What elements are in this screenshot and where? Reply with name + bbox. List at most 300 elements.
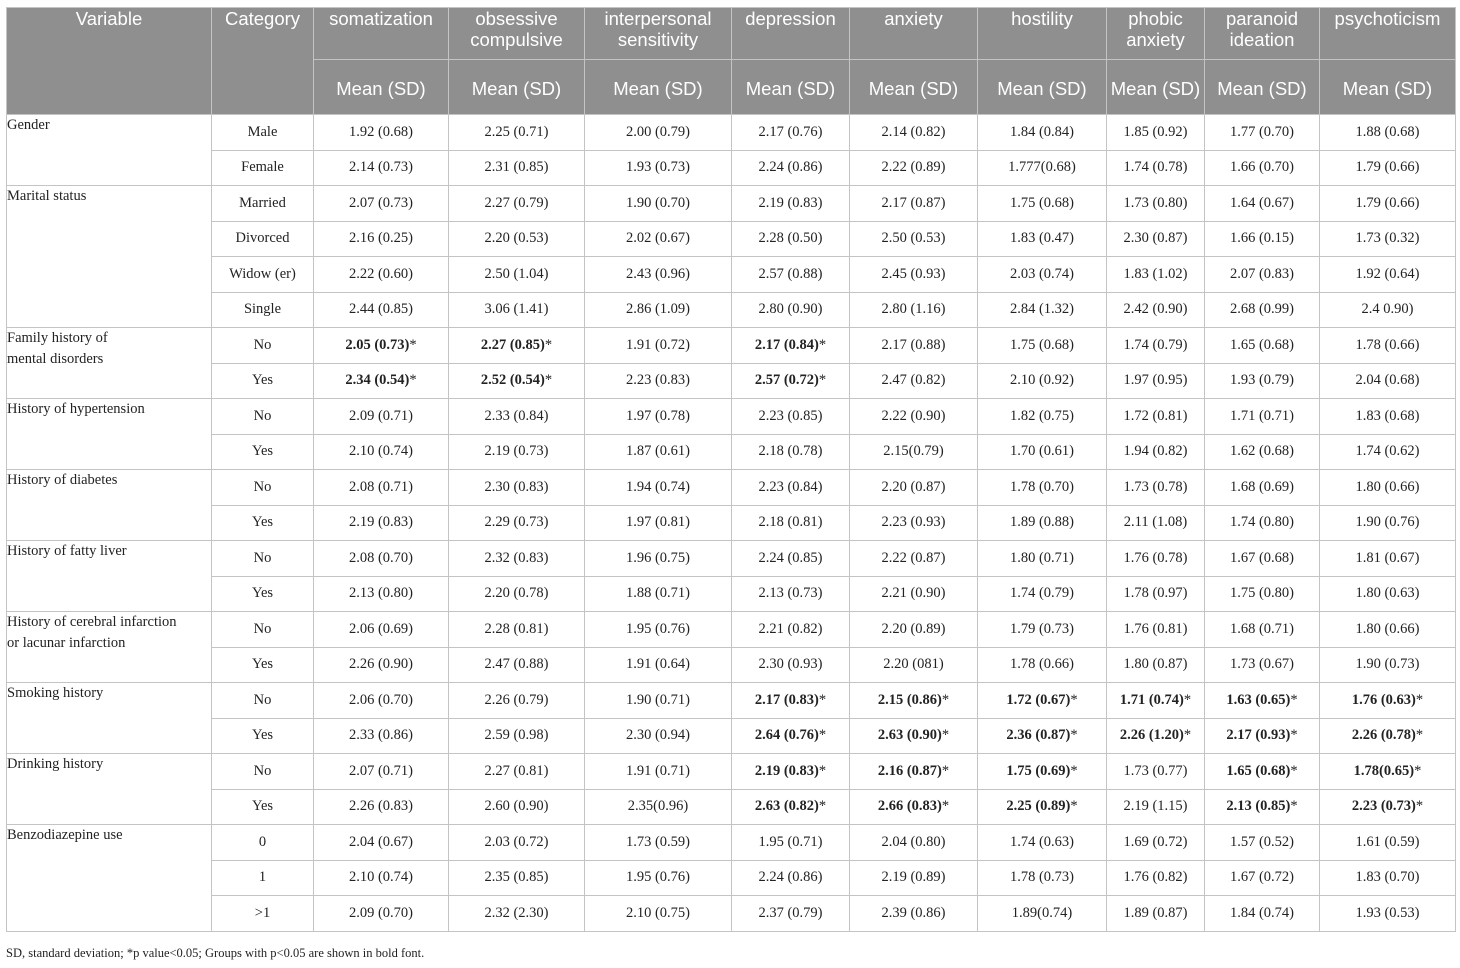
value-cell: 2.33 (0.84) [449,399,585,435]
value-cell: 1.73 (0.59) [585,825,732,861]
category-cell: No [212,399,314,435]
significant-value: 2.19 (0.83) [754,762,819,779]
value-cell: 1.88 (0.71) [585,576,732,612]
value-cell: 1.90 (0.71) [585,683,732,719]
value-cell: 2.06 (0.70) [314,683,449,719]
stat-subheader: Mean (SD) [585,60,732,115]
value-cell [1320,718,1456,754]
results-table [6,7,1456,932]
value-cell: 1.78 (0.73) [978,860,1107,896]
value-cell [978,789,1107,825]
category-cell: Yes [212,434,314,470]
value-cell [850,754,978,790]
value-cell: 2.19 (0.83) [314,505,449,541]
value-cell [732,328,850,364]
value-cell [1205,789,1320,825]
significance-marker: * [818,372,827,389]
value-cell: 2.50 (0.53) [850,221,978,257]
value-cell: 1.95 (0.76) [585,612,732,648]
significance-marker: * [941,762,950,779]
value-cell: 2.24 (0.86) [732,150,850,186]
value-cell: 1.73 (0.80) [1107,186,1205,222]
value-cell [978,754,1107,790]
value-cell: 1.80 (0.87) [1107,647,1205,683]
significant-value: 2.16 (0.87) [877,762,942,779]
value-cell: 1.74 (0.78) [1107,150,1205,186]
value-cell: 2.26 (0.79) [449,683,585,719]
value-cell: 2.06 (0.69) [314,612,449,648]
value-cell: 1.97 (0.78) [585,399,732,435]
value-cell: 1.82 (0.75) [978,399,1107,435]
value-cell: 1.78 (0.66) [1320,328,1456,364]
value-cell: 2.22 (0.87) [850,541,978,577]
value-cell: 2.44 (0.85) [314,292,449,328]
significance-marker: * [409,336,417,353]
value-cell: 2.20 (0.78) [449,576,585,612]
value-cell: 2.31 (0.85) [449,150,585,186]
table-row [7,115,1456,151]
significance-marker: * [1070,727,1078,744]
category-cell: Male [212,115,314,151]
value-cell: 2.26 (0.90) [314,647,449,683]
value-cell: 2.10 (0.92) [978,363,1107,399]
value-cell: 1.76 (0.81) [1107,612,1205,648]
value-cell [732,683,850,719]
value-cell: 1.77 (0.70) [1205,115,1320,151]
category-cell: Female [212,150,314,186]
value-cell: 1.89(0.74) [978,896,1107,932]
value-cell: 2.60 (0.90) [449,789,585,825]
value-cell: 1.73 (0.67) [1205,647,1320,683]
value-cell: 1.88 (0.68) [1320,115,1456,151]
value-cell: 1.69 (0.72) [1107,825,1205,861]
value-cell: 2.19 (0.89) [850,860,978,896]
table-row [7,612,1456,648]
column-header: psychoticism [1320,8,1456,60]
value-cell: 1.777(0.68) [978,150,1107,186]
value-cell: 2.17 (0.88) [850,328,978,364]
value-cell: 1.66 (0.15) [1205,221,1320,257]
stat-subheader: Mean (SD) [850,60,978,115]
value-cell: 2.10 (0.74) [314,860,449,896]
value-cell: 1.75 (0.68) [978,328,1107,364]
value-cell: 2.03 (0.72) [449,825,585,861]
value-cell: 2.27 (0.79) [449,186,585,222]
value-cell: 1.83 (0.70) [1320,860,1456,896]
significant-value: 2.15 (0.86) [877,691,942,708]
significant-value: 2.26 (0.78) [1351,727,1416,744]
category-cell: Yes [212,789,314,825]
category-cell: Yes [212,505,314,541]
table-row [7,576,1456,612]
value-cell: 2.22 (0.90) [850,399,978,435]
table-row [7,789,1456,825]
significant-value: 2.17 (0.84) [754,336,819,353]
table-row [7,292,1456,328]
value-cell: 2.59 (0.98) [449,718,585,754]
significant-value: 1.76 (0.63) [1351,691,1416,708]
value-cell: 1.65 (0.68) [1205,328,1320,364]
value-cell: 1.70 (0.61) [978,434,1107,470]
stat-subheader: Mean (SD) [732,60,850,115]
value-cell: 1.83 (1.02) [1107,257,1205,293]
significance-marker: * [1414,762,1422,779]
value-cell: 1.80 (0.66) [1320,470,1456,506]
value-cell [732,718,850,754]
significant-value: 2.05 (0.73) [345,336,410,353]
value-cell: 1.92 (0.64) [1320,257,1456,293]
significance-marker: * [818,798,827,815]
value-cell: 1.80 (0.66) [1320,612,1456,648]
value-cell [732,363,850,399]
value-cell [1107,683,1205,719]
significant-value: 2.34 (0.54) [345,372,410,389]
value-cell: 2.22 (0.60) [314,257,449,293]
value-cell: 1.96 (0.75) [585,541,732,577]
value-cell: 1.78 (0.66) [978,647,1107,683]
value-cell: 2.11 (1.08) [1107,505,1205,541]
variable-cell: History of hypertension [7,399,212,470]
table-header [7,8,1456,115]
column-header: Variable [7,8,212,115]
value-cell: 1.97 (0.95) [1107,363,1205,399]
value-cell: 1.89 (0.87) [1107,896,1205,932]
value-cell: 1.68 (0.69) [1205,470,1320,506]
value-cell: 2.84 (1.32) [978,292,1107,328]
value-cell: 2.21 (0.90) [850,576,978,612]
table-row [7,718,1456,754]
value-cell: 1.66 (0.70) [1205,150,1320,186]
value-cell: 1.75 (0.68) [978,186,1107,222]
variable-cell: Benzodiazepine use [7,825,212,932]
value-cell: 1.95 (0.76) [585,860,732,896]
value-cell: 1.74 (0.79) [978,576,1107,612]
category-cell: No [212,612,314,648]
table-row [7,328,1456,364]
value-cell [1205,754,1320,790]
value-cell: 2.30 (0.93) [732,647,850,683]
value-cell: 2.07 (0.71) [314,754,449,790]
significance-marker: * [544,372,553,389]
significance-marker: * [409,372,417,389]
value-cell: 2.23 (0.83) [585,363,732,399]
value-cell: 2.19 (0.83) [732,186,850,222]
value-cell: 2.32 (2.30) [449,896,585,932]
value-cell: 2.25 (0.71) [449,115,585,151]
value-cell: 2.07 (0.73) [314,186,449,222]
category-cell: No [212,754,314,790]
table-row [7,754,1456,790]
column-header: interpersonal sensitivity [585,8,732,60]
value-cell: 1.67 (0.68) [1205,541,1320,577]
category-cell: 1 [212,860,314,896]
significant-value: 2.13 (0.85) [1226,798,1291,815]
value-cell: 2.20 (0.89) [850,612,978,648]
value-cell [1107,718,1205,754]
significance-marker: * [1290,691,1298,708]
value-cell: 1.94 (0.74) [585,470,732,506]
value-cell: 2.28 (0.81) [449,612,585,648]
significant-value: 1.72 (0.67) [1006,691,1071,708]
value-cell [1320,683,1456,719]
value-cell: 2.4 0.90) [1320,292,1456,328]
significant-value: 2.57 (0.72) [754,372,819,389]
value-cell: 2.35(0.96) [585,789,732,825]
significant-value: 1.75 (0.69) [1006,762,1071,779]
value-cell: 2.86 (1.09) [585,292,732,328]
value-cell: 2.30 (0.83) [449,470,585,506]
value-cell: 1.62 (0.68) [1205,434,1320,470]
value-cell: 2.17 (0.87) [850,186,978,222]
stat-subheader: Mean (SD) [449,60,585,115]
value-cell: 2.33 (0.86) [314,718,449,754]
value-cell: 2.20 (081) [850,647,978,683]
value-cell: 1.71 (0.71) [1205,399,1320,435]
stat-subheader: Mean (SD) [1320,60,1456,115]
value-cell: 1.78 (0.70) [978,470,1107,506]
significance-marker: * [941,691,950,708]
value-cell: 2.10 (0.74) [314,434,449,470]
value-cell: 2.23 (0.93) [850,505,978,541]
value-cell [978,718,1107,754]
header-row-variables [7,8,1456,60]
significance-marker: * [818,691,827,708]
value-cell: 1.80 (0.71) [978,541,1107,577]
significance-marker: * [818,727,827,744]
variable-cell: History of diabetes [7,470,212,541]
value-cell: 2.16 (0.25) [314,221,449,257]
value-cell [449,328,585,364]
value-cell: 2.15(0.79) [850,434,978,470]
value-cell: 2.37 (0.79) [732,896,850,932]
value-cell: 2.29 (0.73) [449,505,585,541]
value-cell: 1.74 (0.79) [1107,328,1205,364]
significant-value: 2.66 (0.83) [877,798,942,815]
value-cell: 2.08 (0.70) [314,541,449,577]
value-cell [1205,683,1320,719]
value-cell: 1.90 (0.76) [1320,505,1456,541]
value-cell: 1.94 (0.82) [1107,434,1205,470]
category-cell: Yes [212,363,314,399]
value-cell: 2.14 (0.73) [314,150,449,186]
significant-value: 1.71 (0.74) [1119,691,1184,708]
value-cell: 2.09 (0.70) [314,896,449,932]
value-cell: 2.42 (0.90) [1107,292,1205,328]
value-cell: 2.17 (0.76) [732,115,850,151]
value-cell: 2.19 (0.73) [449,434,585,470]
value-cell: 2.18 (0.81) [732,505,850,541]
value-cell: 2.39 (0.86) [850,896,978,932]
value-cell: 2.10 (0.75) [585,896,732,932]
value-cell: 1.85 (0.92) [1107,115,1205,151]
value-cell: 1.95 (0.71) [732,825,850,861]
value-cell: 1.73 (0.77) [1107,754,1205,790]
value-cell: 1.81 (0.67) [1320,541,1456,577]
variable-cell: Smoking history [7,683,212,754]
significant-value: 2.63 (0.82) [754,798,819,815]
value-cell: 1.90 (0.73) [1320,647,1456,683]
value-cell: 2.28 (0.50) [732,221,850,257]
value-cell [978,683,1107,719]
stat-subheader: Mean (SD) [314,60,449,115]
value-cell: 1.78 (0.97) [1107,576,1205,612]
significant-value: 2.26 (1.20) [1119,727,1184,744]
category-cell: 0 [212,825,314,861]
variable-cell: History of cerebral infarction or lacunar infarction [7,612,212,683]
category-cell: Single [212,292,314,328]
significance-marker: * [1070,691,1078,708]
value-cell [850,683,978,719]
value-cell: 2.24 (0.86) [732,860,850,896]
variable-cell: History of fatty liver [7,541,212,612]
value-cell: 1.91 (0.71) [585,754,732,790]
variable-cell: Family history of mental disorders [7,328,212,399]
value-cell [732,754,850,790]
value-cell: 2.26 (0.83) [314,789,449,825]
category-cell: No [212,683,314,719]
value-cell: 1.84 (0.84) [978,115,1107,151]
value-cell: 1.92 (0.68) [314,115,449,151]
value-cell: 1.93 (0.73) [585,150,732,186]
table-row [7,860,1456,896]
significance-marker: * [1290,798,1298,815]
value-cell: 2.68 (0.99) [1205,292,1320,328]
significance-marker: * [1415,727,1424,744]
column-header: Category [212,8,314,115]
value-cell: 2.45 (0.93) [850,257,978,293]
value-cell: 1.91 (0.64) [585,647,732,683]
value-cell: 2.21 (0.82) [732,612,850,648]
value-cell: 2.80 (0.90) [732,292,850,328]
variable-cell: Drinking history [7,754,212,825]
value-cell: 1.93 (0.53) [1320,896,1456,932]
value-cell: 1.72 (0.81) [1107,399,1205,435]
category-cell: Yes [212,718,314,754]
value-cell: 1.64 (0.67) [1205,186,1320,222]
value-cell: 2.24 (0.85) [732,541,850,577]
value-cell [449,363,585,399]
value-cell [850,789,978,825]
value-cell: 2.27 (0.81) [449,754,585,790]
value-cell: 2.00 (0.79) [585,115,732,151]
significant-value: 2.25 (0.89) [1006,798,1071,815]
value-cell: 1.67 (0.72) [1205,860,1320,896]
value-cell: 2.57 (0.88) [732,257,850,293]
value-cell [1320,754,1456,790]
value-cell: 1.75 (0.80) [1205,576,1320,612]
value-cell: 2.04 (0.68) [1320,363,1456,399]
value-cell: 2.03 (0.74) [978,257,1107,293]
significant-value: 1.65 (0.68) [1226,762,1291,779]
significance-marker: * [941,727,950,744]
value-cell: 2.18 (0.78) [732,434,850,470]
significance-marker: * [1415,798,1424,815]
significant-value: 2.36 (0.87) [1006,727,1071,744]
significance-marker: * [1070,762,1078,779]
stat-subheader: Mean (SD) [1205,60,1320,115]
value-cell: 1.73 (0.32) [1320,221,1456,257]
value-cell: 1.73 (0.78) [1107,470,1205,506]
significance-marker: * [818,762,827,779]
category-cell: Married [212,186,314,222]
category-cell: >1 [212,896,314,932]
value-cell: 2.04 (0.67) [314,825,449,861]
column-header: obsessive compulsive [449,8,585,60]
column-header: depression [732,8,850,60]
significance-marker: * [818,336,827,353]
table-row [7,825,1456,861]
category-cell: No [212,541,314,577]
value-cell: 2.07 (0.83) [1205,257,1320,293]
table-row [7,434,1456,470]
value-cell: 1.76 (0.78) [1107,541,1205,577]
stat-subheader: Mean (SD) [978,60,1107,115]
stat-subheader: Mean (SD) [1107,60,1205,115]
significant-value: 2.63 (0.90) [877,727,942,744]
value-cell: 2.30 (0.87) [1107,221,1205,257]
table-row [7,150,1456,186]
value-cell [850,718,978,754]
variable-cell: Marital status [7,186,212,328]
significance-marker: * [1183,691,1192,708]
significant-value: 2.17 (0.93) [1226,727,1291,744]
value-cell: 1.74 (0.63) [978,825,1107,861]
significant-value: 2.52 (0.54) [480,372,545,389]
table-body [7,115,1456,932]
table-row [7,505,1456,541]
value-cell: 2.47 (0.82) [850,363,978,399]
value-cell: 2.30 (0.94) [585,718,732,754]
category-cell: Yes [212,576,314,612]
significance-marker: * [1183,727,1192,744]
value-cell: 2.14 (0.82) [850,115,978,151]
value-cell: 2.20 (0.53) [449,221,585,257]
value-cell [1205,718,1320,754]
category-cell: No [212,470,314,506]
value-cell: 2.02 (0.67) [585,221,732,257]
value-cell [1320,789,1456,825]
results-table-container [6,7,1455,932]
table-row [7,647,1456,683]
value-cell: 2.09 (0.71) [314,399,449,435]
significance-marker: * [1290,762,1298,779]
variable-cell: Gender [7,115,212,186]
significance-marker: * [544,336,553,353]
significant-value: 2.27 (0.85) [480,336,545,353]
value-cell: 3.06 (1.41) [449,292,585,328]
table-row [7,363,1456,399]
value-cell: 2.23 (0.84) [732,470,850,506]
value-cell: 1.61 (0.59) [1320,825,1456,861]
value-cell: 2.04 (0.80) [850,825,978,861]
value-cell: 1.84 (0.74) [1205,896,1320,932]
value-cell: 1.90 (0.70) [585,186,732,222]
table-row [7,221,1456,257]
value-cell: 2.50 (1.04) [449,257,585,293]
value-cell: 1.89 (0.88) [978,505,1107,541]
value-cell [314,363,449,399]
category-cell: Widow (er) [212,257,314,293]
table-footnote: SD, standard deviation; *p value<0.05; Groups with p<0.05 are shown in bold font. [6,946,425,960]
column-header: anxiety [850,8,978,60]
significance-marker: * [941,798,950,815]
table-row [7,470,1456,506]
value-cell: 1.97 (0.81) [585,505,732,541]
category-cell: Divorced [212,221,314,257]
significant-value: 2.23 (0.73) [1351,798,1416,815]
significant-value: 1.63 (0.65) [1226,691,1291,708]
value-cell [314,328,449,364]
